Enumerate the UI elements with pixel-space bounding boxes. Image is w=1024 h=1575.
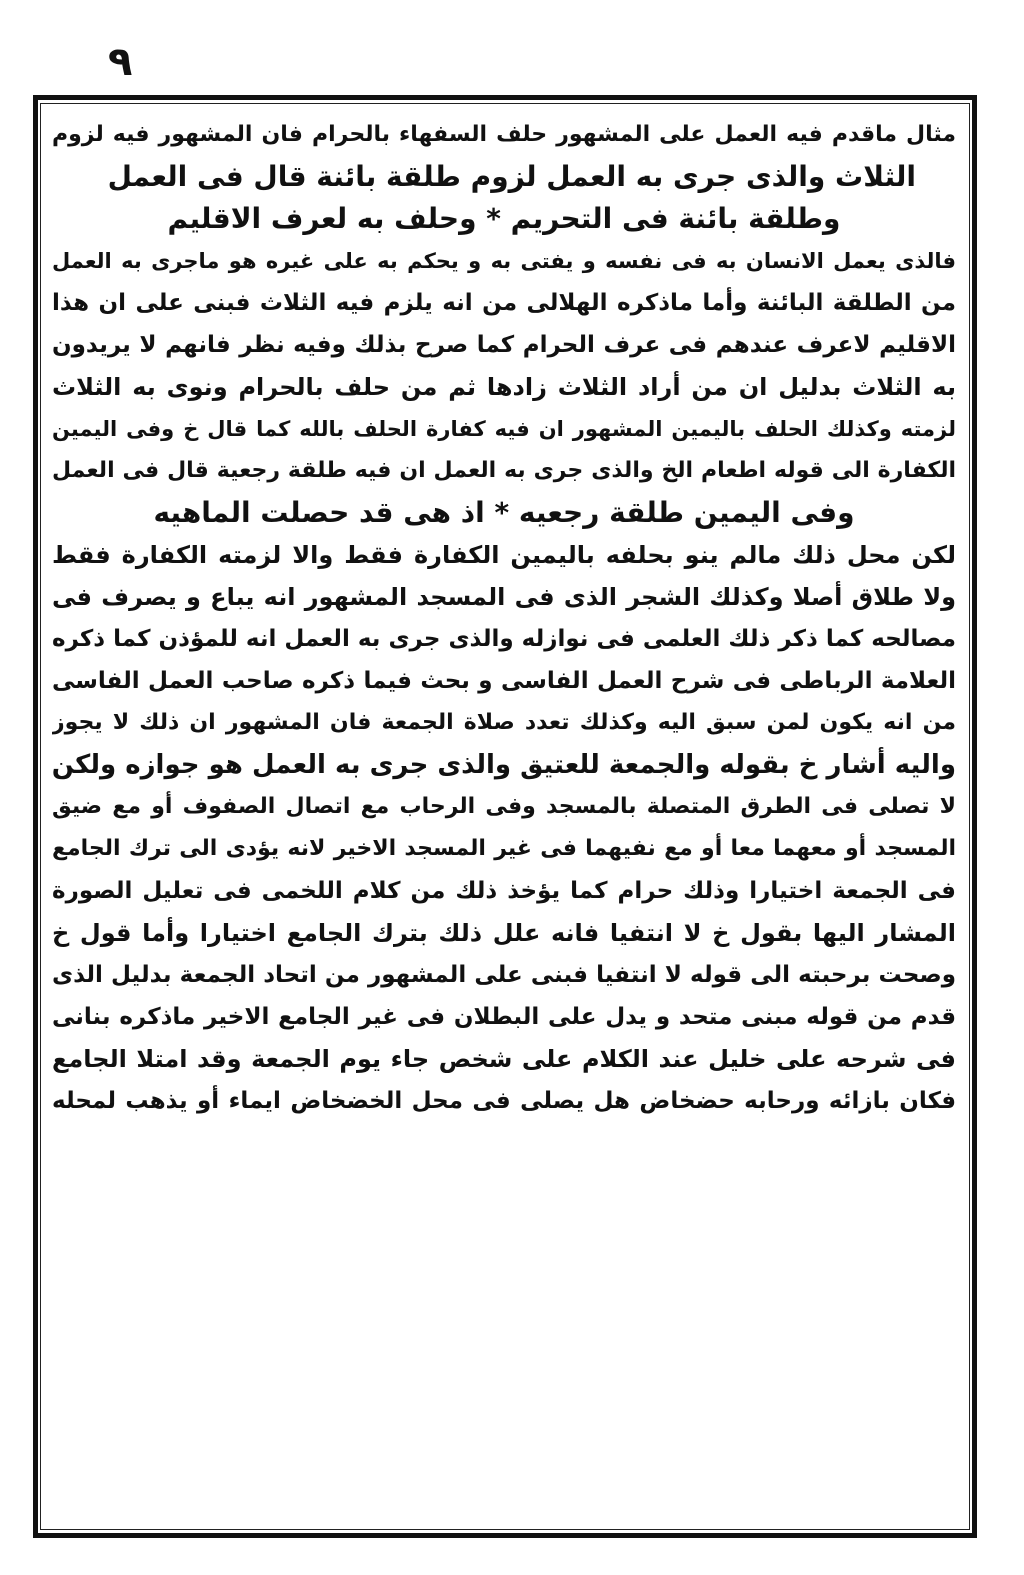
page-number: ٩ — [108, 39, 133, 85]
text-line: من انه يكون لمن سبق اليه وكذلك تعدد صلاة الجمعة فان المشهور ان ذلك لا يجوز — [52, 710, 956, 735]
text-line: الثلاث والذى جرى به العمل لزوم طلقة بائنة قال فى العمل — [107, 160, 916, 193]
text-line: فكان بازائه ورحابه حضخاض هل يصلى فى محل الخضخاض ايماء أو يذهب لمحله — [52, 1088, 956, 1114]
text-line: واليه أشار خ بقوله والجمعة للعتيق والذى جرى به العمل هو جوازه ولكن — [52, 750, 956, 780]
text-line: لزمته وكذلك الحلف باليمين المشهور ان فيه كفارة الحلف بالله كما قال خ وفى اليمين — [52, 417, 956, 441]
text-line: فى الجمعة اختيارا وذلك حرام كما يؤخذ ذلك من كلام اللخمى فى تعليل الصورة — [52, 878, 956, 904]
text-line: المشار اليها بقول خ لا انتفيا فانه علل ذلك بترك الجامع اختيارا وأما قول خ — [52, 919, 956, 947]
text-line: فى شرحه على خليل عند الكلام على شخص جاء يوم الجمعة وقد امتلا الجامع — [52, 1045, 956, 1073]
text-line: قدم من قوله مبنى متحد و يدل على البطلان فى غير الجامع الاخير ماذكره بنانى — [52, 1004, 956, 1030]
text-line: وصحت برحبته الى قوله لا انتفيا فبنى على المشهور من اتحاد الجمعة بدليل الذى — [52, 962, 956, 988]
text-line: العلامة الرباطى فى شرح العمل الفاسى و بحث فيما ذكره صاحب العمل الفاسى — [52, 668, 956, 694]
text-body — [52, 114, 956, 1524]
text-line: ولا طلاق أصلا وكذلك الشجر الذى فى المسجد المشهور انه يباع و يصرف فى — [52, 583, 956, 611]
verse-line: وطلقة بائنة فى التحريم * وحلف به لعرف الاقليم — [167, 202, 841, 235]
text-line: من الطلقة البائنة وأما ماذكره الهلالى من انه يلزم فيه الثلاث فبنى على ان هذا — [52, 290, 956, 316]
text-line: به الثلاث بدليل ان من أراد الثلاث زادها ثم من حلف بالحرام ونوى به الثلاث — [52, 373, 956, 401]
text-line: لا تصلى فى الطرق المتصلة بالمسجد وفى الرحاب مع اتصال الصفوف أو مع ضيق — [52, 794, 956, 819]
text-line: مثال ماقدم فيه العمل على المشهور حلف السفهاء بالحرام فان المشهور فيه لزوم — [52, 122, 956, 147]
text-line: الاقليم لاعرف عندهم فى عرف الحرام كما صرح بذلك وفيه نظر فانهم لا يريدون — [52, 332, 956, 358]
text-line: المسجد أو معهما معا أو مع نفيهما فى غير المسجد الاخير لانه يؤدى الى ترك الجامع — [52, 836, 956, 861]
verse-line: وفى اليمين طلقة رجعيه * اذ هى قد حصلت الماهيه — [153, 496, 855, 529]
text-line: فالذى يعمل الانسان به فى نفسه و يفتى به و يحكم به على غيره هو ماجرى به العمل — [52, 249, 956, 273]
text-line: الكفارة الى قوله اطعام الخ والذى جرى به العمل ان فيه طلقة رجعية قال فى العمل — [52, 458, 956, 483]
text-line: مصالحه كما ذكر ذلك العلمى فى نوازله والذى جرى به العمل انه للمؤذن كما ذكره — [52, 626, 956, 652]
text-line: لكن محل ذلك مالم ينو بحلفه باليمين الكفارة فقط والا لزمته الكفارة فقط — [52, 541, 956, 569]
